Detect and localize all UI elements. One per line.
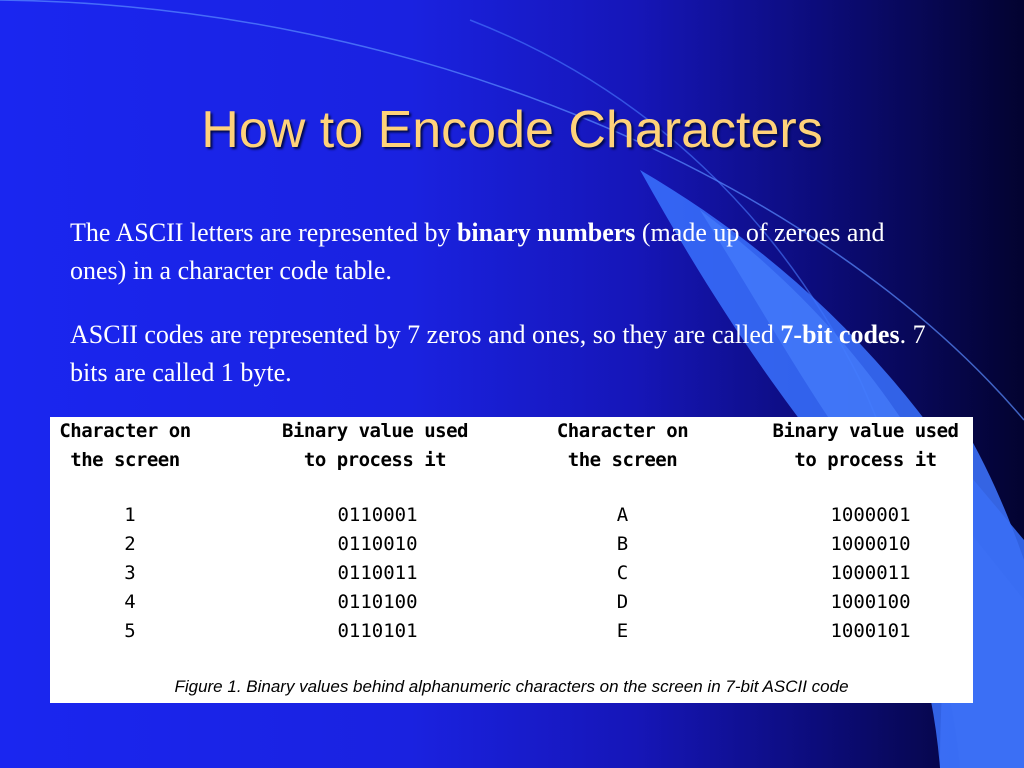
para2-text-after: . 7 bits are called 1 byte. bbox=[70, 320, 926, 387]
header-line2: the screen bbox=[70, 449, 180, 471]
paragraph-7bit-codes bbox=[70, 316, 930, 392]
row-1-binary: 0110001 bbox=[337, 504, 418, 526]
para1-text-before: The ASCII letters are represented by bbox=[70, 218, 457, 247]
header-line2: to process it bbox=[794, 449, 937, 471]
row-3-letter-binary: 1000011 bbox=[830, 562, 911, 584]
header-line2: the screen bbox=[567, 449, 678, 471]
row-5-binary: 0110101 bbox=[337, 620, 418, 642]
header-binary-col-2 bbox=[758, 417, 973, 475]
row-2-letter: B bbox=[616, 533, 629, 555]
header-character-col-2 bbox=[540, 417, 705, 475]
para1-text-after: (made up of zeroes and ones) in a character code table. bbox=[70, 218, 885, 285]
row-4-binary: 0110100 bbox=[337, 591, 418, 613]
header-line1: Character on bbox=[59, 420, 191, 442]
row-2-character: 2 bbox=[124, 533, 136, 555]
paragraph-binary-numbers bbox=[70, 214, 930, 290]
header-line1: Binary value used bbox=[772, 420, 959, 442]
row-2-letter-binary: 1000010 bbox=[830, 533, 911, 555]
row-4-letter: D bbox=[616, 591, 629, 613]
row-5-letter-binary: 1000101 bbox=[830, 620, 911, 642]
header-line1: Binary value used bbox=[282, 420, 468, 442]
row-5-character: 5 bbox=[124, 620, 136, 642]
figure-caption: Figure 1. Binary values behind alphanumeric characters on the screen in 7-bit ASCII code bbox=[174, 677, 849, 696]
row-5-letter: E bbox=[616, 620, 629, 642]
row-1-letter: A bbox=[616, 504, 629, 526]
slide-title: How to Encode Characters bbox=[201, 101, 823, 159]
row-1-character: 1 bbox=[124, 504, 136, 526]
header-line2: to process it bbox=[303, 449, 447, 471]
row-3-binary: 0110011 bbox=[337, 562, 418, 584]
ascii-code-table-figure bbox=[50, 417, 973, 703]
row-1-letter-binary: 1000001 bbox=[830, 504, 911, 526]
row-3-character: 3 bbox=[124, 562, 136, 584]
row-4-character: 4 bbox=[124, 591, 136, 613]
row-4-letter-binary: 1000100 bbox=[830, 591, 911, 613]
row-2-binary: 0110010 bbox=[337, 533, 418, 555]
para1-bold-term: binary numbers bbox=[456, 218, 636, 247]
header-line1: Character on bbox=[556, 420, 689, 442]
header-character-col-1 bbox=[50, 417, 200, 475]
row-3-letter: C bbox=[616, 562, 629, 584]
para2-bold-term: 7-bit codes bbox=[780, 320, 900, 349]
para2-text-before: ASCII codes are represented by 7 zeros and ones, so they are called bbox=[70, 320, 781, 349]
header-binary-col-1 bbox=[265, 417, 485, 475]
